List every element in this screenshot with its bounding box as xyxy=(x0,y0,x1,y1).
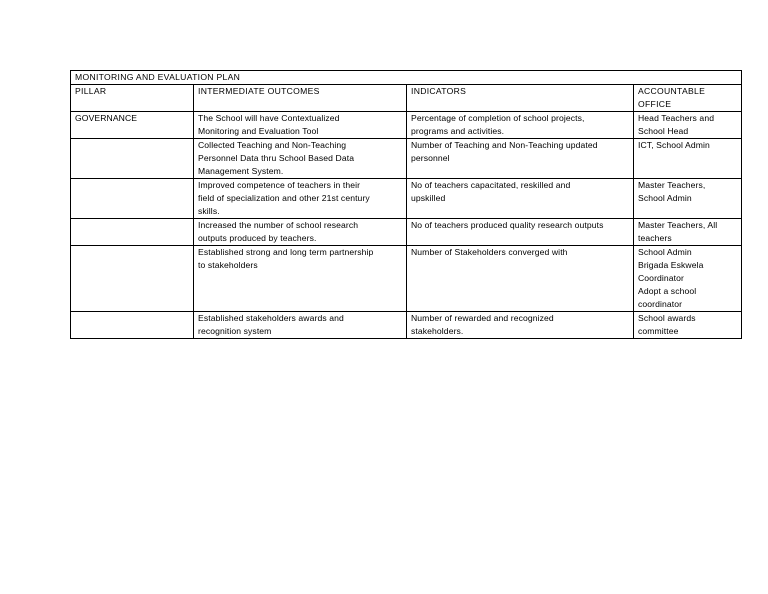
cell-indicator: Percentage of completion of school projects, programs and activities. xyxy=(407,112,634,139)
cell-outcome: The School will have Contextualized Monitoring and Evaluation Tool xyxy=(194,112,407,139)
table-row xyxy=(71,139,742,179)
monitoring-evaluation-table xyxy=(70,70,742,339)
cell-pillar: GOVERNANCE xyxy=(71,112,194,139)
cell-pillar xyxy=(71,246,194,312)
table-row xyxy=(71,246,742,312)
cell-office: Master Teachers, All teachers xyxy=(634,219,742,246)
cell-outcome: Established strong and long term partnership to stakeholders xyxy=(194,246,407,312)
cell-indicator: Number of Stakeholders converged with xyxy=(407,246,634,312)
cell-office: Master Teachers, School Admin xyxy=(634,179,742,219)
header-accountable-office: ACCOUNTABLE OFFICE xyxy=(634,85,742,112)
cell-pillar xyxy=(71,219,194,246)
cell-outcome: Established stakeholders awards and recognition system xyxy=(194,312,407,339)
cell-office: School Admin Brigada Eskwela Coordinator Adopt a school coordinator xyxy=(634,246,742,312)
cell-pillar xyxy=(71,312,194,339)
cell-office: School awards committee xyxy=(634,312,742,339)
cell-indicator: Number of rewarded and recognized stakeholders. xyxy=(407,312,634,339)
header-intermediate-outcomes: INTERMEDIATE OUTCOMES xyxy=(194,85,407,112)
table-row xyxy=(71,112,742,139)
cell-indicator: Number of Teaching and Non-Teaching updated personnel xyxy=(407,139,634,179)
header-pillar: PILLAR xyxy=(71,85,194,112)
table-header-row xyxy=(71,85,742,112)
table-title: MONITORING AND EVALUATION PLAN xyxy=(71,71,742,85)
table-row xyxy=(71,179,742,219)
cell-indicator: No of teachers produced quality research outputs xyxy=(407,219,634,246)
cell-pillar xyxy=(71,179,194,219)
cell-outcome: Increased the number of school research outputs produced by teachers. xyxy=(194,219,407,246)
cell-outcome: Improved competence of teachers in their field of specialization and other 21st century skills. xyxy=(194,179,407,219)
header-indicators: INDICATORS xyxy=(407,85,634,112)
table-title-row xyxy=(71,71,742,85)
table-row xyxy=(71,312,742,339)
table-row xyxy=(71,219,742,246)
cell-indicator: No of teachers capacitated, reskilled and upskilled xyxy=(407,179,634,219)
cell-office: ICT, School Admin xyxy=(634,139,742,179)
cell-pillar xyxy=(71,139,194,179)
cell-outcome: Collected Teaching and Non-Teaching Personnel Data thru School Based Data Management System. xyxy=(194,139,407,179)
cell-office: Head Teachers and School Head xyxy=(634,112,742,139)
